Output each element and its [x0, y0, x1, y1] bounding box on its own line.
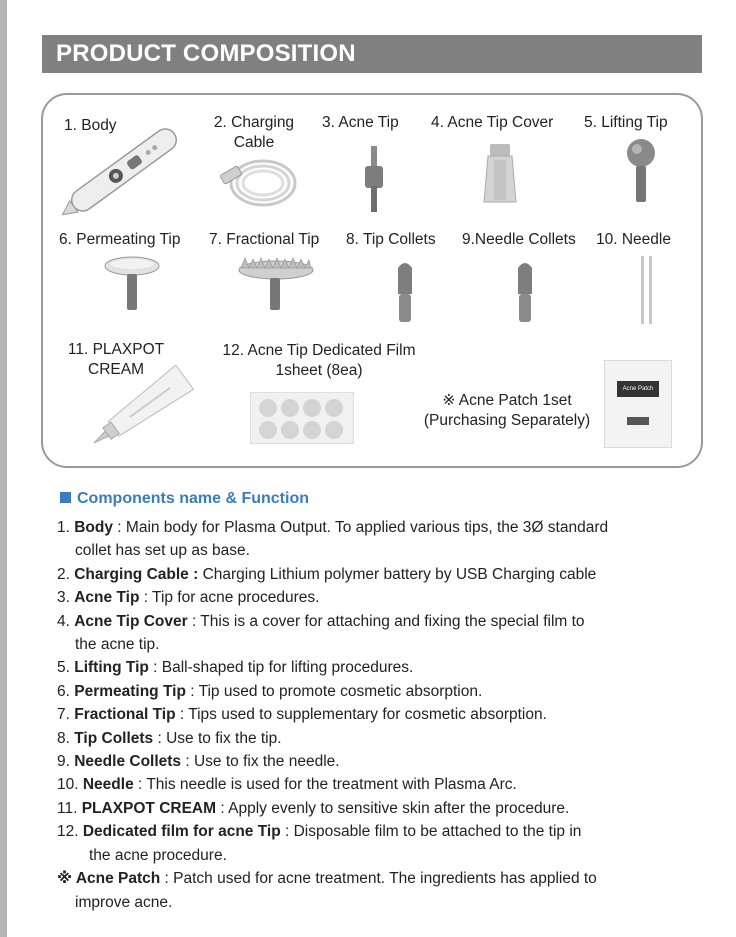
- label-permeating-tip: 6. Permeating Tip: [59, 231, 181, 248]
- square-bullet-icon: [60, 492, 71, 503]
- description-item: 9. Needle Collets : Use to fix the needle.: [57, 753, 340, 771]
- acne-tip-cover-icon: [480, 142, 520, 206]
- description-list: [57, 516, 697, 914]
- dedicated-film-sheet-icon: [250, 392, 354, 444]
- description-item: 12. Dedicated film for acne Tip : Disposable film to be attached to the tip in the acne procedure.: [57, 823, 582, 864]
- description-item: 4. Acne Tip Cover : This is a cover for attaching and fixing the special film to the acne tip.: [57, 612, 585, 654]
- description-item: 10. Needle : This needle is used for the treatment with Plasma Arc.: [57, 776, 517, 794]
- cream-tube-icon: [86, 365, 204, 447]
- description-item: 3. Acne Tip : Tip for acne procedures.: [57, 589, 320, 607]
- needle-collet-icon: [514, 258, 536, 324]
- label-needle: 10. Needle: [596, 231, 671, 248]
- tip-collet-icon: [394, 258, 416, 324]
- label-plaxpot-cream: 11. PLAXPOT CREAM: [67, 341, 165, 378]
- label-needle-collets: 9.Needle Collets: [462, 231, 576, 248]
- description-item: ※ Acne Patch : Patch used for acne treatment. The ingredients has applied to improve acne.: [57, 870, 597, 911]
- label-charging-cable: 2. Charging Cable: [213, 114, 295, 151]
- page-title: PRODUCT COMPOSITION: [42, 35, 702, 73]
- label-dedicated-film: 12. Acne Tip Dedicated Film 1sheet (8ea): [222, 342, 416, 379]
- left-margin-rule: [0, 0, 7, 937]
- label-acne-tip-cover: 4. Acne Tip Cover: [431, 114, 554, 131]
- permeating-tip-icon: [103, 256, 161, 312]
- description-item: 5. Lifting Tip : Ball-shaped tip for lifting procedures.: [57, 659, 414, 677]
- description-item: 7. Fractional Tip : Tips used to supplementary for cosmetic absorption.: [57, 706, 547, 724]
- acne-patch-pack-icon: [604, 360, 672, 448]
- acne-tip-icon: [361, 146, 387, 214]
- needle-icon: [638, 256, 656, 326]
- label-fractional-tip: 7. Fractional Tip: [209, 231, 320, 248]
- description-item: 1. Body : Main body for Plasma Output. To applied various tips, the 3Ø standard collet has set up as base.: [57, 519, 609, 560]
- description-item: 11. PLAXPOT CREAM : Apply evenly to sensitive skin after the procedure.: [57, 799, 570, 817]
- description-item: 6. Permeating Tip : Tip used to promote cosmetic absorption.: [57, 682, 483, 700]
- label-acne-patch: ※ Acne Patch 1set (Purchasing Separately): [423, 392, 591, 429]
- section-title: Components name & Function: [60, 490, 309, 508]
- fractional-tip-icon: [237, 256, 315, 312]
- acne-patch-pack-stripe: [627, 417, 649, 425]
- body-device-icon: [55, 118, 195, 218]
- label-acne-tip: 3. Acne Tip: [322, 114, 399, 131]
- charging-cable-icon: [215, 150, 305, 215]
- label-tip-collets: 8. Tip Collets: [346, 231, 436, 248]
- acne-patch-pack-label: Acne Patch: [617, 381, 659, 397]
- label-body: 1. Body: [64, 117, 117, 134]
- label-lifting-tip: 5. Lifting Tip: [584, 114, 668, 131]
- lifting-tip-icon: [624, 138, 658, 204]
- description-item: 8. Tip Collets : Use to fix the tip.: [57, 729, 282, 747]
- description-item: 2. Charging Cable : Charging Lithium polymer battery by USB Charging cable: [57, 565, 597, 583]
